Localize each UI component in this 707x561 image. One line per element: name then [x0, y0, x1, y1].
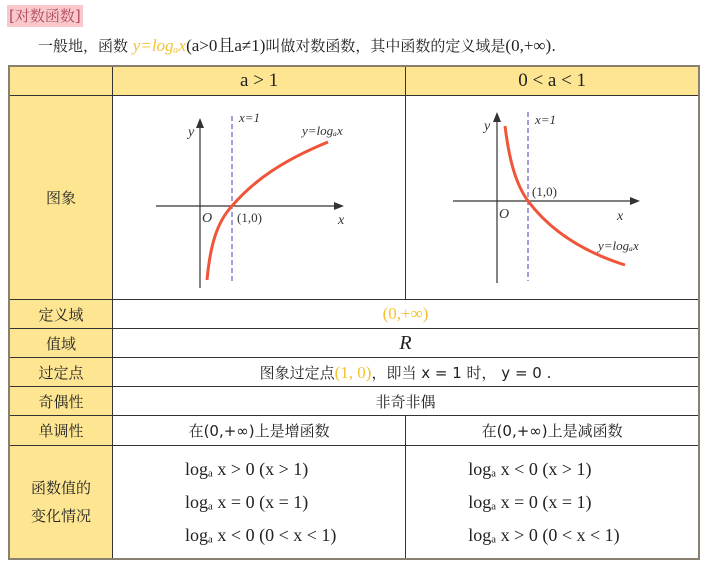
intro-middle: 叫做对数函数，其中函数的定义域是 [265, 37, 506, 55]
intro-condition: (a>0且a≠1) [186, 36, 266, 55]
parity-value: 非奇非偶 [113, 387, 700, 416]
row-label-value-changes [9, 446, 113, 560]
row-label-monotonicity: 单调性 [9, 416, 113, 446]
row-label-range: 值域 [9, 329, 113, 358]
fixed-point-prefix: 图象过定点 [259, 363, 335, 382]
svg-text:y=logₐx: y=logₐx [598, 238, 639, 253]
table-row-range [9, 329, 699, 358]
header-a-gt-1: a > 1 [113, 66, 406, 96]
condition-line: logₐ x < 0 (x > 1) [468, 458, 592, 479]
svg-text:O: O [499, 207, 510, 222]
value-changes-decreasing [406, 446, 699, 560]
svg-text:x: x [617, 209, 624, 224]
table-header-row [9, 66, 699, 96]
intro-function: y=logₐx [132, 36, 187, 55]
table-row-monotonicity [9, 416, 699, 446]
fixed-point-coord: (1, 0) [334, 362, 372, 382]
condition-line: logₐ x > 0 (x > 1) [185, 458, 309, 479]
svg-text:x=1: x=1 [535, 112, 557, 127]
table-row-domain [9, 300, 699, 329]
row-label-graph: 图象 [9, 96, 113, 300]
monotonicity-decreasing: 在(0,+∞)上是减函数 [406, 416, 699, 446]
svg-text:y=logₐx: y=logₐx [302, 123, 343, 138]
header-empty [9, 66, 113, 96]
section-tag: [对数函数] [9, 7, 81, 25]
graph-increasing-cell [113, 96, 406, 300]
table-row-graph [9, 96, 699, 300]
svg-text:(1,0): (1,0) [237, 210, 263, 225]
condition-line: logₐ x < 0 (0 < x < 1) [185, 524, 337, 545]
fixed-point-suffix: ，即当 x = 1 时， y = 0 . [371, 363, 552, 382]
log-function-table [8, 65, 700, 560]
graph-decreasing [437, 98, 667, 293]
row-label-domain: 定义域 [9, 300, 113, 329]
svg-text:(1,0): (1,0) [532, 184, 558, 199]
table-row-value-changes [9, 446, 699, 560]
table-row-parity [9, 387, 699, 416]
domain-value: (0,+∞) [113, 300, 700, 329]
monotonicity-increasing: 在(0,+∞)上是增函数 [113, 416, 406, 446]
intro-prefix: 一般地，函数 [38, 37, 129, 55]
svg-text:y: y [188, 125, 195, 140]
condition-line: logₐ x = 0 (x = 1) [185, 491, 309, 512]
svg-text:y: y [484, 119, 491, 134]
range-value: R [113, 329, 700, 358]
header-a-lt-1: 0 < a < 1 [406, 66, 699, 96]
value-changes-label: 函数值的 变化情况 [30, 479, 91, 525]
svg-text:O: O [202, 211, 213, 226]
fixed-point-value [113, 358, 700, 387]
row-label-parity: 奇偶性 [9, 387, 113, 416]
intro-suffix: . [551, 37, 556, 55]
intro-domain: (0,+∞) [505, 36, 552, 55]
condition-line: logₐ x > 0 (0 < x < 1) [468, 524, 620, 545]
value-changes-increasing [113, 446, 406, 560]
graph-increasing [144, 98, 374, 293]
row-label-fixed-point: 过定点 [9, 358, 113, 387]
svg-text:x: x [338, 213, 345, 228]
condition-line: logₐ x = 0 (x = 1) [468, 491, 592, 512]
graph-decreasing-cell [406, 96, 699, 300]
intro-text [38, 36, 556, 56]
svg-text:x=1: x=1 [239, 110, 261, 125]
table-row-fixed-point [9, 358, 699, 387]
